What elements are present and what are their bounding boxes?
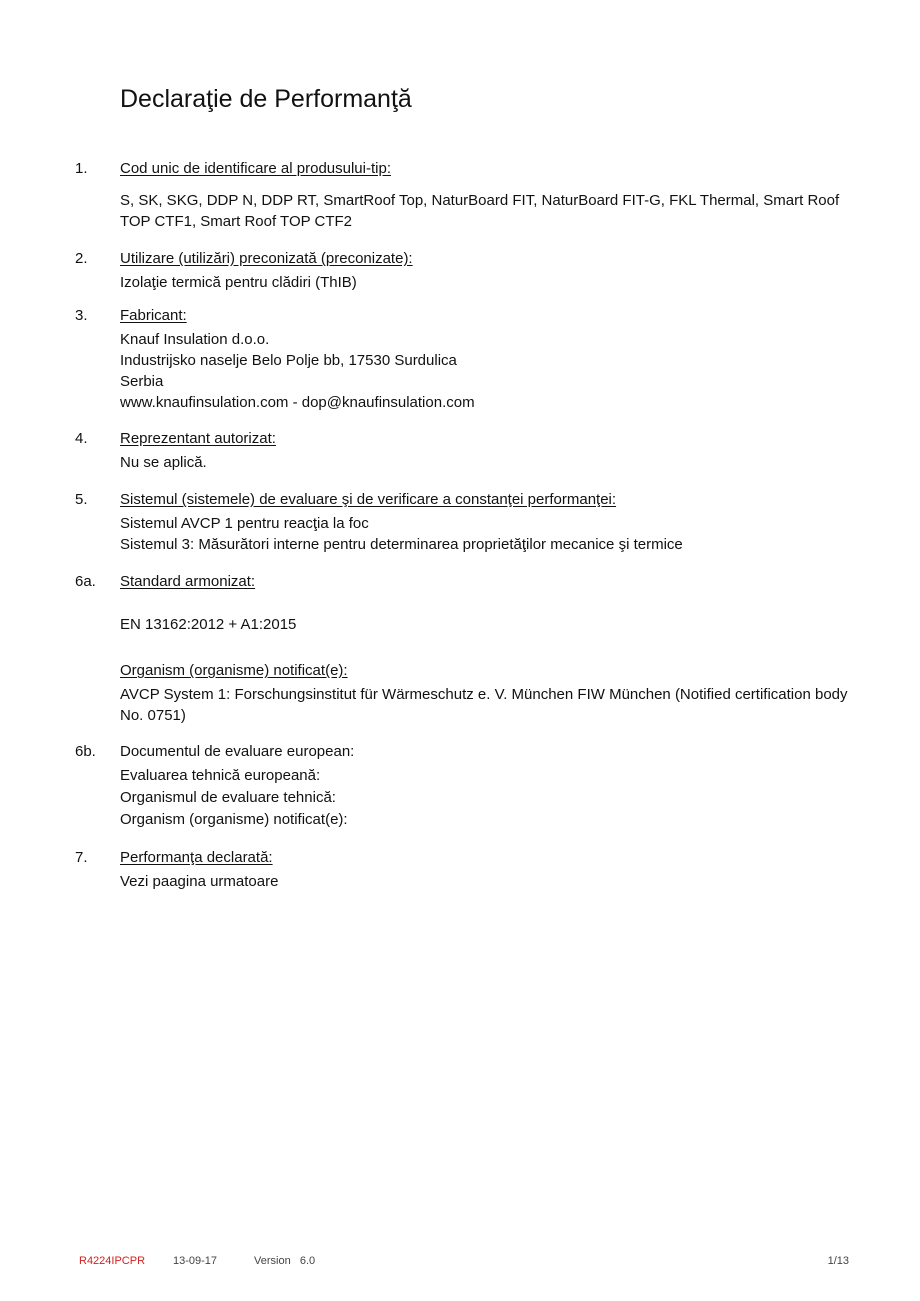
section-number: 7. [75, 849, 88, 866]
section-heading: Documentul de evaluare european: [120, 743, 355, 760]
section-number: 4. [75, 430, 88, 447]
assessment-line: Evaluarea tehnică europeană: [120, 767, 321, 784]
assessment-line: Organismul de evaluare tehnică: [120, 789, 336, 806]
harmonised-standard: EN 13162:2012 + A1:2015 [120, 616, 297, 633]
notified-body-text: AVCP System 1: Forschungsinstitut für Wärmeschutz e. V. München FIW München (Notified certification body No. 0751) [120, 686, 848, 724]
footer-document-code: R4224IPCPR [79, 1255, 146, 1267]
page-title: Declaraţie de Performanţă [120, 85, 412, 113]
section-heading: Sistemul (sistemele) de evaluare şi de verificare a constanţei performanţei: [120, 491, 617, 508]
section-number: 3. [75, 307, 88, 324]
footer-page-number: 1/13 [827, 1255, 849, 1267]
declared-performance-note: Vezi paagina urmatoare [120, 873, 279, 890]
section-number: 2. [75, 250, 88, 267]
section-heading: Performanţa declarată: [120, 849, 273, 866]
assessment-line: Organism (organisme) notificat(e): [120, 811, 348, 828]
section-heading: Cod unic de identificare al produsului-tip: [120, 160, 391, 177]
section-heading: Fabricant: [120, 307, 187, 324]
section-number: 1. [75, 160, 88, 177]
footer-version: Version 6.0 [254, 1255, 316, 1267]
section-heading: Utilizare (utilizări) preconizată (preconizate): [120, 250, 413, 267]
section-number: 5. [75, 491, 88, 508]
manufacturer-contact: www.knaufinsulation.com - dop@knaufinsulation.com [120, 394, 475, 411]
manufacturer-address: Industrijsko naselje Belo Polje bb, 17530 Surdulica [120, 352, 457, 369]
section-heading: Standard armonizat: [120, 573, 256, 590]
footer-date: 13-09-17 [173, 1255, 218, 1267]
product-codes: S, SK, SKG, DDP N, DDP RT, SmartRoof Top, NaturBoard FIT, NaturBoard FIT-G, FKL Thermal, Smart Roof TOP CTF1, Smart Roof TOP CTF2 [120, 192, 840, 230]
manufacturer-name: Knauf Insulation d.o.o. [120, 331, 270, 348]
avcp-system-line: Sistemul AVCP 1 pentru reacţia la foc [120, 515, 369, 532]
avcp-system-line: Sistemul 3: Măsurători interne pentru determinarea proprietăţilor mecanice şi termice [120, 536, 683, 553]
notified-body-heading: Organism (organisme) notificat(e): [120, 662, 348, 679]
intended-use: Izolaţie termică pentru clădiri (ThIB) [120, 274, 357, 291]
authorised-representative: Nu se aplică. [120, 454, 207, 471]
manufacturer-country: Serbia [120, 373, 164, 390]
section-number: 6a. [75, 573, 96, 590]
section-number: 6b. [75, 743, 96, 760]
section-heading: Reprezentant autorizat: [120, 430, 276, 447]
